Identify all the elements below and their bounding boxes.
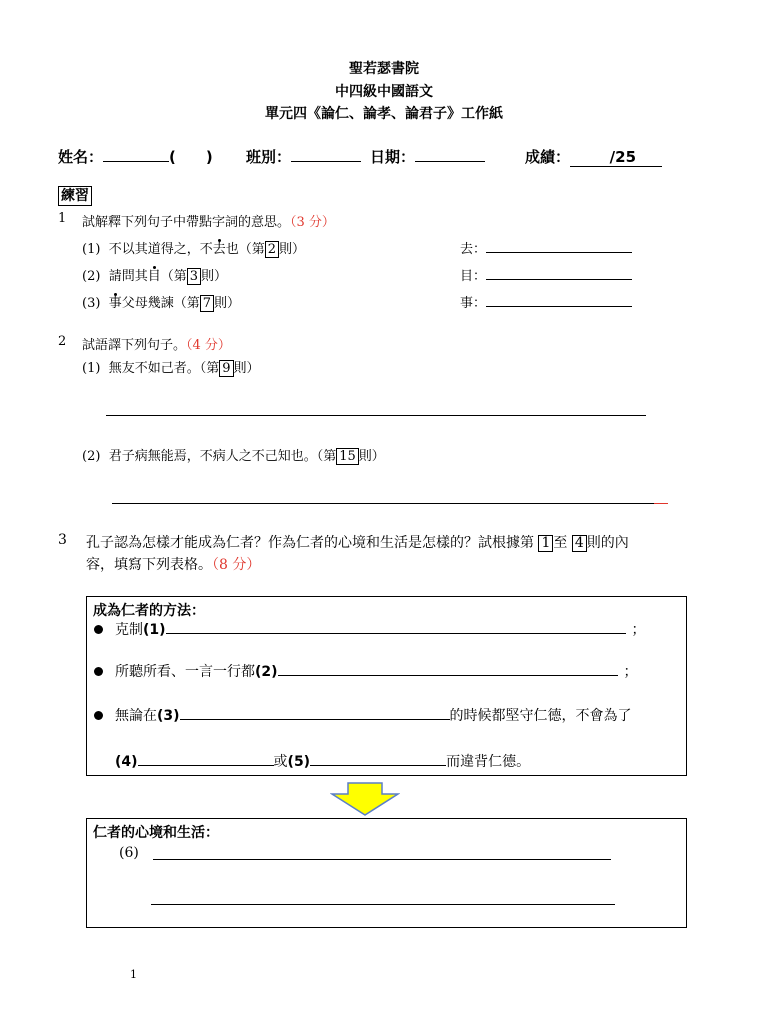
q1-ref-box: 7 <box>200 295 214 312</box>
score-row <box>525 146 662 167</box>
q2-answer-line-1[interactable] <box>106 415 646 416</box>
page-number: 1 <box>130 968 137 981</box>
q1-number: 1 <box>58 211 67 226</box>
q2-ref-prefix: （第 <box>199 361 220 376</box>
class-row <box>246 146 361 167</box>
method-5-field[interactable] <box>310 765 446 766</box>
q1-ref-prefix: （第 <box>238 242 265 257</box>
date-field[interactable] <box>415 161 485 162</box>
method-3-field[interactable] <box>180 719 450 720</box>
q1-dotted-word: 去 <box>212 242 226 257</box>
mindset-number: (6) <box>119 845 139 861</box>
bullet-icon <box>94 625 103 634</box>
method-1-text: 克制 <box>115 622 143 638</box>
method-4-5-connector: 或 <box>273 754 288 770</box>
method-5-after: 而違背仁德。 <box>446 754 531 770</box>
method-4-5 <box>115 751 530 771</box>
q2-ref-prefix: （第 <box>316 449 337 464</box>
q1-item-2 <box>82 265 227 285</box>
q1-ref-suffix: 則） <box>201 269 228 284</box>
mindset-box <box>86 818 687 928</box>
q1-item-3 <box>82 292 240 312</box>
q1-ref-prefix: （第 <box>160 269 187 284</box>
q2-item-text: 無友不如己者。 <box>108 361 200 376</box>
class-field[interactable] <box>291 161 361 162</box>
method-4-field[interactable] <box>138 765 274 766</box>
q2-prompt <box>82 334 231 353</box>
q1-answer-field[interactable] <box>486 279 632 280</box>
student-info-row <box>58 146 213 167</box>
methods-box <box>86 596 687 776</box>
school-name: 聖若瑟書院 <box>349 61 419 77</box>
method-3 <box>115 705 632 725</box>
date-row <box>370 146 485 167</box>
q2-answer-line-2[interactable] <box>112 503 654 504</box>
q1-ref-box: 3 <box>187 268 201 285</box>
q2-ref-box: 9 <box>219 360 233 377</box>
q2-item-text: 君子病無能焉，不病人之不己知也。 <box>108 449 317 464</box>
q1-dotted-word: 事 <box>108 296 122 311</box>
q3-prompt-text: 孔子認為怎樣才能成為仁者？作為仁者的心境和生活是怎樣的？試根據第 <box>86 535 534 551</box>
method-1-number: (1) <box>143 622 166 638</box>
q3-from-box: 1 <box>538 535 553 552</box>
method-3-number: (3) <box>157 708 180 724</box>
score-field[interactable] <box>570 148 662 167</box>
q1-answer-3 <box>460 292 632 311</box>
method-1 <box>115 619 646 639</box>
q1-answer-label: 目： <box>460 269 487 284</box>
q2-marks: （4 分） <box>186 338 231 353</box>
q1-answer-1 <box>460 238 632 257</box>
q1-item-index: (2) <box>82 269 101 284</box>
q3-to-box: 4 <box>572 535 587 552</box>
exercise-tag: 練習 <box>58 186 92 206</box>
mindset-box-title: 仁者的心境和生活： <box>93 825 219 841</box>
q2-item-2 <box>82 445 385 465</box>
q1-prompt <box>82 211 335 230</box>
method-1-end: ； <box>631 622 646 638</box>
q2-item-index: (2) <box>82 449 101 464</box>
q1-marks: （3 分） <box>290 215 335 230</box>
method-3-after: 的時候都堅守仁德，不會為了 <box>449 708 632 724</box>
q1-item-index: (1) <box>82 242 101 257</box>
method-1-field[interactable] <box>166 633 626 634</box>
course-title: 中四級中國語文 <box>335 84 433 100</box>
q1-answer-2 <box>460 265 632 284</box>
q1-item-index: (3) <box>82 296 101 311</box>
method-5-number: (5) <box>287 754 311 770</box>
q1-item-text-post: 也 <box>225 242 239 257</box>
mindset-answer-line-1[interactable] <box>153 859 611 860</box>
q1-prompt-text: 試解釋下列句子中帶點字詞的意思。 <box>82 215 291 230</box>
q1-answer-field[interactable] <box>486 252 632 253</box>
method-2 <box>115 661 638 681</box>
q3-to-word: 至 <box>553 535 568 551</box>
q2-answer-line-red-end <box>654 503 668 504</box>
down-arrow-icon <box>330 782 400 816</box>
q1-dotted-word: 目 <box>147 269 161 284</box>
q3-prompt-line2 <box>86 554 260 574</box>
score-label: 成績： <box>525 148 571 166</box>
q3-prompt-line1 <box>86 532 629 552</box>
q2-item-1 <box>82 357 260 377</box>
method-2-number: (2) <box>255 664 278 680</box>
q2-ref-box: 15 <box>336 448 359 465</box>
name-field[interactable] <box>103 161 169 162</box>
q3-prompt-text-post: 則的內 <box>586 535 629 551</box>
q2-prompt-text: 試語譯下列句子。 <box>82 338 187 353</box>
score-total: /25 <box>609 148 637 166</box>
q2-ref-suffix: 則） <box>358 449 385 464</box>
q1-item-text: 不以其道得之，不 <box>108 242 213 257</box>
worksheet-title: 單元四《論仁、論孝、論君子》工作紙 <box>265 106 503 122</box>
name-label: 姓名： <box>58 148 104 166</box>
bullet-icon <box>94 711 103 720</box>
q1-answer-label: 事： <box>460 296 487 311</box>
q2-number: 2 <box>58 334 67 349</box>
class-number-field[interactable]: ( ) <box>169 148 213 166</box>
q3-marks: （8 分） <box>212 557 261 573</box>
date-label: 日期： <box>370 148 416 166</box>
q1-ref-suffix: 則） <box>214 296 241 311</box>
q1-item-text-post: 父母幾諫 <box>121 296 174 311</box>
method-2-end: ； <box>623 664 638 680</box>
q1-ref-suffix: 則） <box>279 242 306 257</box>
mindset-answer-line-2[interactable] <box>151 904 615 905</box>
q2-item-index: (1) <box>82 361 101 376</box>
method-4-number: (4) <box>115 754 138 770</box>
q2-ref-suffix: 則） <box>233 361 260 376</box>
q3-number: 3 <box>58 532 67 548</box>
method-2-field[interactable] <box>278 675 618 676</box>
class-label: 班別： <box>246 148 292 166</box>
method-3-text: 無論在 <box>115 708 157 724</box>
q1-ref-prefix: （第 <box>173 296 200 311</box>
q1-item-text: 請問其 <box>108 269 148 284</box>
q1-answer-label: 去： <box>460 242 487 257</box>
method-2-text: 所聽所看、一言一行都 <box>115 664 255 680</box>
methods-box-title: 成為仁者的方法： <box>93 603 205 619</box>
bullet-icon <box>94 667 103 676</box>
q1-item-1 <box>82 238 305 258</box>
q1-ref-box: 2 <box>265 241 279 258</box>
q3-prompt-text-2: 容，填寫下列表格。 <box>86 557 212 573</box>
q1-answer-field[interactable] <box>486 306 632 307</box>
